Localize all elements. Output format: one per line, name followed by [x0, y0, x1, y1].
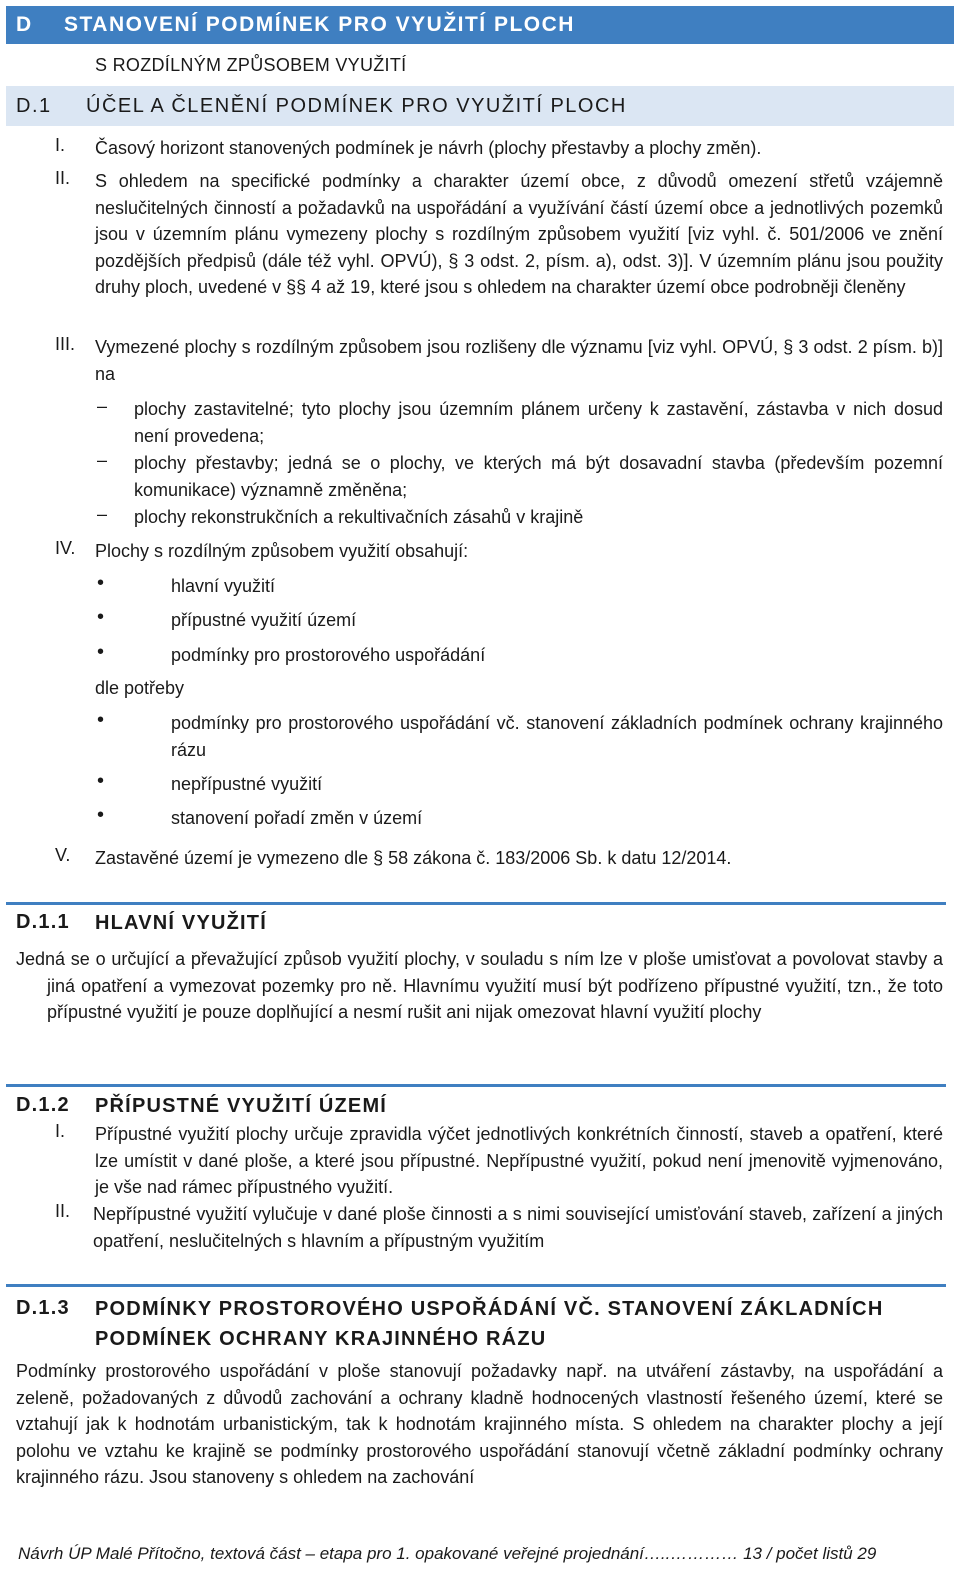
item-text: Přípustné využití plochy určuje zpravidla výčet jednotlivých konkrétních činností, staveb a opatření, které lze umístit v dané ploše, a které jsou přípustné. Nepřípustné využití, pokud není jmenovitě vyjmenováno, je vše nad rámec přípustného využití.: [95, 1124, 943, 1197]
section-number: D.1.3: [16, 1297, 70, 1319]
page-footer: Návrh ÚP Malé Přítočno, textová část – etapa pro 1. opakované veřejné projednání…..………… 13 / počet listů 29: [18, 1544, 877, 1563]
section-heading-d1: [6, 86, 954, 126]
item-text: Vymezené plochy s rozdílným způsobem jsou rozlišeny dle významu [viz vyhl. OPVÚ, § 3 odst. 2 písm. b)] na: [95, 337, 943, 384]
item-number: IV.: [55, 538, 76, 558]
bullet-marker: •: [97, 804, 105, 826]
item-text: Nepřípustné využití vylučuje v dané ploše činnosti a s nimi související umisťování staveb, zařízení a jiných opatření, neslučitelných s hlavním a přípustným využitím: [93, 1204, 943, 1251]
list-item: hlavní využití: [171, 576, 276, 596]
list-item: podmínky pro prostorového uspořádání: [171, 645, 486, 665]
section-title: ÚČEL A ČLENĚNÍ PODMÍNEK PRO VYUŽITÍ PLOCH: [86, 95, 627, 117]
paragraph-text: Jedná se o určující a převažující způsob využití plochy, v souladu s ním lze v ploše umisťovat a povolovat stavby a jiná opatření a vymezovat pozemky pro ně. Hlavnímu využití musí být podřízeno přípustné využití, tzn., že toto přípustné využití je pouze doplňující a nesmí rušit ani nijak omezovat hlavní využití plochy: [16, 949, 943, 1022]
paragraph-spatial-conditions: Podmínky prostorového uspořádání v ploše stanovují požadavky např. na utváření zástavby, na uspořádání a zeleně, požadovaných z důvodů zachování a ochrany kladně hodnocených vlastností řešeného území, které se vztahují jak k hodnotám urbanistickým, tak k hodnotám krajinného místa. S ohledem na charakter plochy a její polohu ve vztahu ke krajině se podmínky prostorového uspořádání stanovují včetně základní podmínky ochrany krajinného rázu. Jsou stanoveny s ohledem na zachování: [16, 1361, 943, 1487]
item-number: I.: [55, 1121, 66, 1141]
section-title: HLAVNÍ VYUŽITÍ: [95, 912, 267, 934]
section-heading-d12: [6, 1084, 946, 1123]
item-text: Plochy s rozdílným způsobem využití obsahují:: [95, 541, 469, 561]
section-title-line-2: PODMÍNEK OCHRANY KRAJINNÉHO RÁZU: [95, 1328, 547, 1350]
chapter-subtitle: S ROZDÍLNÝM ZPŮSOBEM VYUŽITÍ: [95, 55, 407, 75]
item-text: Časový horizont stanovených podmínek je návrh (plochy přestavby a plochy změn).: [95, 138, 762, 158]
section-heading-d13: [6, 1284, 946, 1355]
list-item: plochy přestavby; jedná se o plochy, ve kterých má být dosavadní stavba (především pozemní komunikace) významně změněna;: [134, 453, 943, 500]
list-item: nepřípustné využití: [171, 774, 323, 794]
dash-marker: –: [97, 450, 108, 470]
item-text: S ohledem na specifické podmínky a charakter území obce, z důvodů omezení střetů vzájemně neslučitelných činností a požadavků na uspořádání a využívání částí území obce a jednotlivých pozemků jsou v územním plánu vymezeny plochy s rozdílným způsobem využití [viz vyhl. č. 501/2006 ve znění pozdějších předpisů (dále též vyhl. OPVÚ), § 3 odst. 2, písm. a), odst. 3)]. V územním plánu jsou použity druhy ploch, uvedené v §§ 4 až 19, které jsou s ohledem na charakter území obce podrobněji členěny: [95, 171, 943, 297]
paragraph-main-use: [16, 946, 943, 1026]
list-item: plochy rekonstrukčních a rekultivačních zásahů v krajině: [134, 507, 584, 527]
item-number: II.: [55, 168, 71, 188]
section-number: D.1: [16, 95, 52, 117]
chapter-heading-d: [6, 6, 954, 44]
section-number: D.1.2: [16, 1094, 70, 1116]
item-number: III.: [55, 334, 76, 354]
item-number: V.: [55, 845, 71, 865]
section-number: D.1.1: [16, 911, 70, 933]
bullet-marker: •: [97, 606, 105, 628]
chapter-number: D: [16, 13, 33, 36]
list-item: stanovení pořadí změn v území: [171, 808, 423, 828]
item-number: II.: [55, 1201, 71, 1221]
bullet-marker: •: [97, 572, 105, 594]
dash-marker: –: [97, 396, 108, 416]
item-text: Zastavěné území je vymezeno dle § 58 zákona č. 183/2006 Sb. k datu 12/2014.: [95, 848, 732, 868]
dash-marker: –: [97, 504, 108, 524]
list-item: plochy zastavitelné; tyto plochy jsou územním plánem určeny k zastavění, zástavba v nich dosud není provedena;: [134, 399, 943, 446]
section-heading-d11: [6, 902, 946, 941]
list-item: podmínky pro prostorového uspořádání vč. stanovení základních podmínek ochrany krajinného rázu: [171, 713, 943, 760]
bullet-marker: •: [97, 641, 105, 663]
as-needed-label: dle potřeby: [95, 678, 185, 698]
section-title: PŘÍPUSTNÉ VYUŽITÍ ÚZEMÍ: [95, 1095, 388, 1117]
chapter-title: STANOVENÍ PODMÍNEK PRO VYUŽITÍ PLOCH: [64, 13, 575, 36]
bullet-marker: •: [97, 770, 105, 792]
section-title-line-1: PODMÍNKY PROSTOROVÉHO USPOŘÁDÁNÍ VČ. STANOVENÍ ZÁKLADNÍCH: [95, 1298, 884, 1320]
list-item: přípustné využití území: [171, 610, 357, 630]
item-number: I.: [55, 135, 66, 155]
bullet-marker: •: [97, 709, 105, 731]
